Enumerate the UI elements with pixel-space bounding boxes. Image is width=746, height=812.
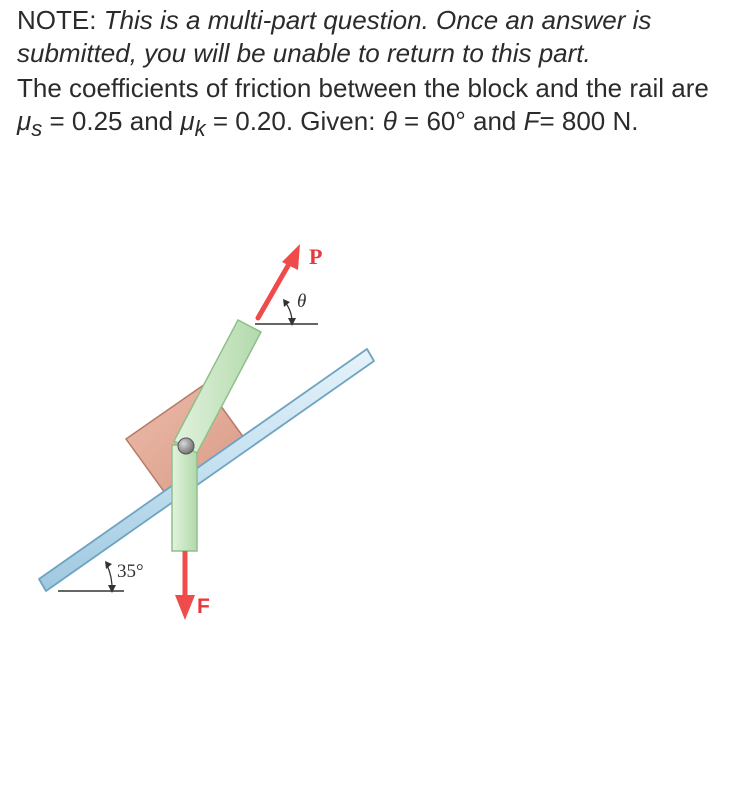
- mu-k-subscript: k: [194, 116, 206, 141]
- mu-k-value: = 0.20. Given:: [212, 106, 376, 136]
- label-theta: θ: [297, 291, 307, 312]
- incline-angle-arc: [105, 561, 116, 593]
- mu-k-symbol: μ: [180, 106, 195, 136]
- pin-joint: [178, 438, 194, 454]
- mu-s-subscript: s: [31, 116, 43, 141]
- f-value: = 800 N.: [539, 106, 639, 136]
- force-f-arrow: [175, 551, 195, 620]
- note-body: This is a multi-part question. Once an answer is submitted, you will be unable to return to this part.: [17, 5, 652, 68]
- force-p-arrow: [258, 244, 300, 318]
- mu-s-symbol: μ: [17, 106, 32, 136]
- theta-symbol: θ: [382, 106, 397, 136]
- sentence-start: The coefficients of friction between the block and the rail are: [17, 73, 709, 103]
- mu-s-value: = 0.25: [49, 106, 123, 136]
- label-p: P: [309, 244, 323, 269]
- link-lower: [172, 445, 197, 551]
- f-symbol: F: [523, 106, 540, 136]
- note-label: NOTE:: [17, 5, 97, 35]
- theta-angle-arc: [283, 299, 296, 326]
- label-f: F: [197, 595, 210, 618]
- label-angle-35: 35°: [117, 561, 144, 582]
- theta-value: = 60° and: [404, 106, 517, 136]
- and-word: and: [129, 106, 174, 136]
